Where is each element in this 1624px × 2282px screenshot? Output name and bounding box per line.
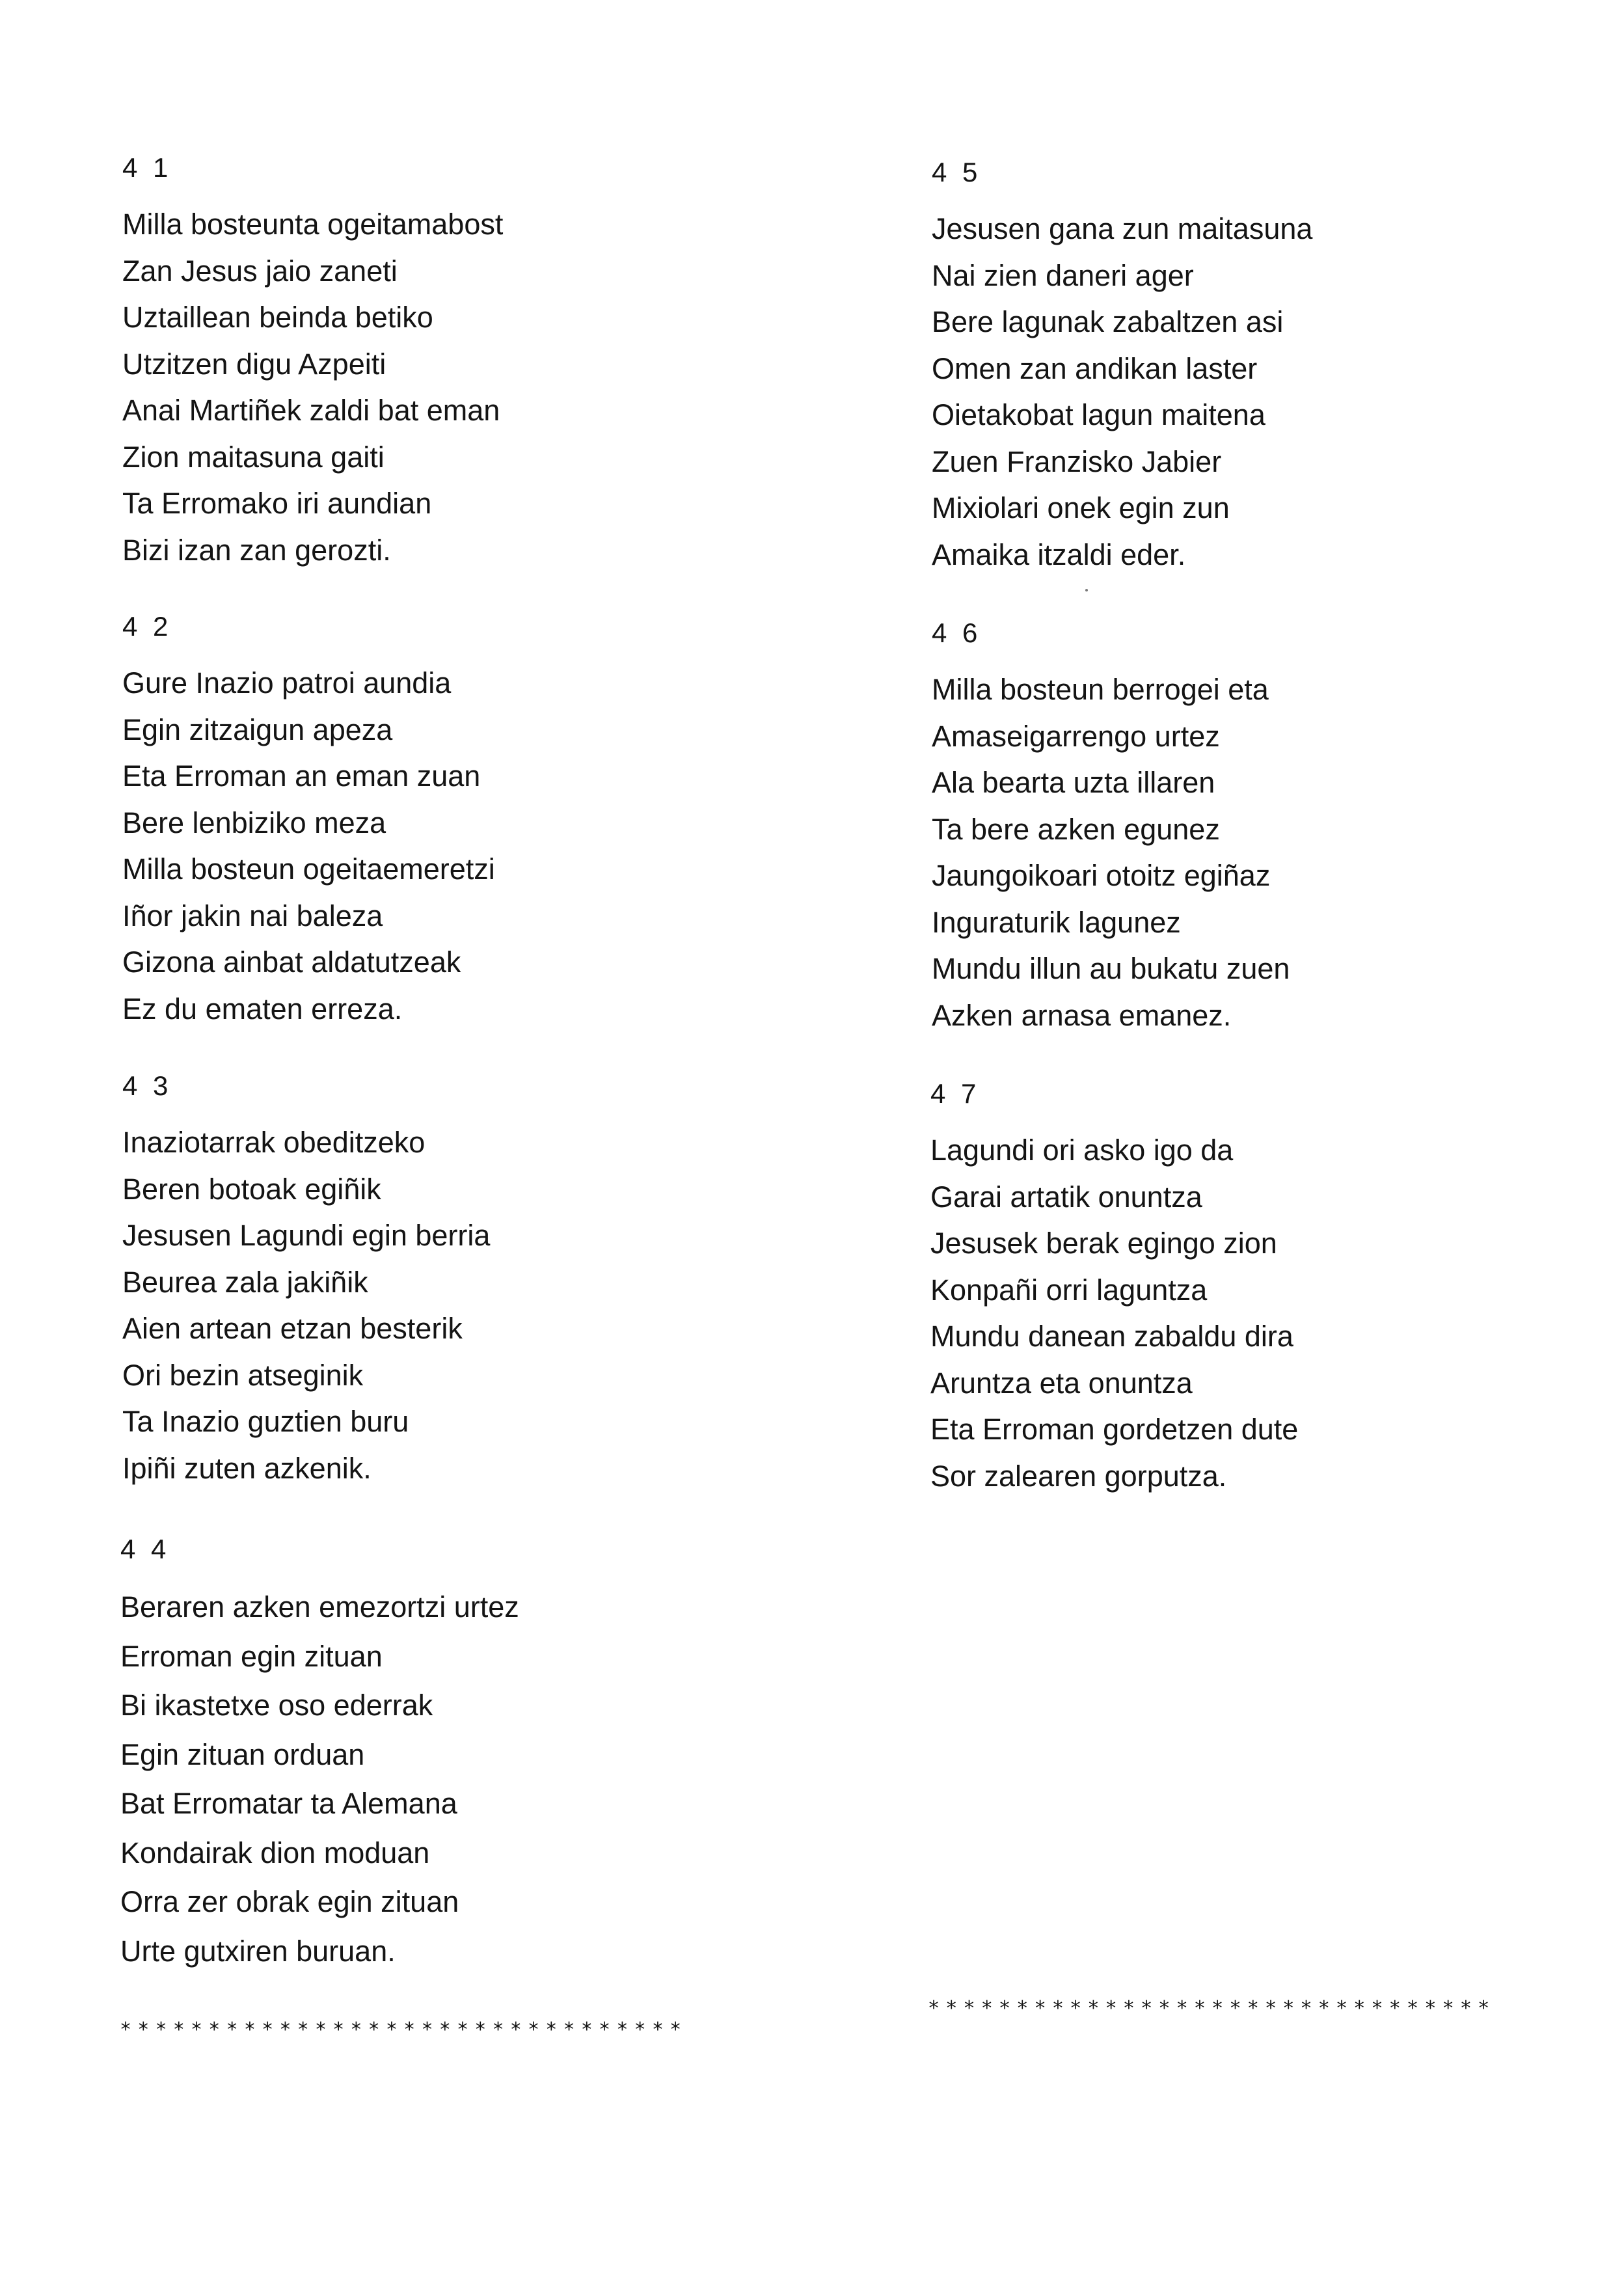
verse-line: Zuen Franzisko Jabier	[932, 444, 1222, 478]
separator-stars-left: ********************************	[120, 2018, 688, 2041]
verse-line: Urte gutxiren buruan.	[120, 1934, 396, 1968]
verse-43	[122, 1072, 773, 1491]
verse-46	[932, 619, 1582, 1039]
verse-line: Milla bosteun berrogei eta	[932, 673, 1269, 706]
verse-line: Jesusen gana zun maitasuna	[932, 212, 1313, 245]
verse-line: Gizona ainbat aldatutzeak	[122, 945, 461, 979]
verse-line: Mundu danean zabaldu dira	[930, 1320, 1293, 1353]
verse-number: 4 5	[932, 157, 982, 187]
verse-line: Ta Inazio guztien buru	[122, 1405, 409, 1438]
verse-line: Beurea zala jakiñik	[122, 1265, 368, 1299]
verse-line: Garai artatik onuntza	[930, 1180, 1202, 1214]
verse-45	[932, 159, 1582, 578]
verse-number: 4 7	[930, 1078, 981, 1109]
verse-line: Milla bosteunta ogeitamabost	[122, 208, 504, 241]
verse-line: Ori bezin atseginik	[122, 1358, 364, 1392]
verse-41	[122, 154, 773, 573]
verse-line: Bere lenbiziko meza	[122, 806, 386, 839]
verse-line: Jesusek berak egingo zion	[930, 1227, 1277, 1260]
verse-number: 4 1	[122, 152, 172, 183]
verse-47	[930, 1080, 1581, 1499]
verse-line: Milla bosteun ogeitaemeretzi	[122, 852, 495, 886]
verse-line: Bere lagunak zabaltzen asi	[932, 305, 1284, 338]
separator-stars-right: ********************************	[928, 1997, 1496, 2020]
verse-line: Beren botoak egiñik	[122, 1172, 381, 1206]
verse-line: Ta Erromako iri aundian	[122, 487, 432, 520]
verse-line: Gure Inazio patroi aundia	[122, 666, 452, 700]
verse-number: 4 2	[122, 611, 172, 642]
verse-line: Jesusen Lagundi egin berria	[122, 1219, 491, 1252]
verse-line: Eta Erroman gordetzen dute	[930, 1413, 1299, 1446]
verse-line: Amaseigarrengo urtez	[932, 719, 1220, 753]
verse-line: Azken arnasa emanez.	[932, 998, 1232, 1032]
verse-line: Zan Jesus jaio zaneti	[122, 254, 398, 288]
verse-line: Lagundi ori asko igo da	[930, 1134, 1234, 1167]
scan-speck	[1085, 589, 1088, 591]
verse-line: Ala bearta uzta illaren	[932, 766, 1215, 799]
verse-line: Konpañi orri laguntza	[930, 1273, 1208, 1307]
verse-line: Eta Erroman an eman zuan	[122, 759, 481, 793]
verse-line: Kondairak dion moduan	[120, 1836, 430, 1869]
verse-42	[122, 613, 773, 1032]
verse-line: Ipiñi zuten azkenik.	[122, 1451, 372, 1485]
verse-number: 4 4	[120, 1534, 170, 1564]
verse-line: Oietakobat lagun maitena	[932, 398, 1265, 431]
verse-line: Nai zien daneri ager	[932, 258, 1194, 292]
verse-line: Ez du ematen erreza.	[122, 992, 403, 1026]
verse-line: Orra zer obrak egin zituan	[120, 1885, 459, 1918]
verse-line: Inaziotarrak obeditzeko	[122, 1126, 426, 1159]
verse-number: 4 6	[932, 618, 982, 648]
verse-line: Uztaillean beinda betiko	[122, 301, 433, 334]
verse-line: Beraren azken emezortzi urtez	[120, 1590, 519, 1623]
verse-line: Aruntza eta onuntza	[930, 1366, 1193, 1400]
verse-line: Zion maitasuna gaiti	[122, 440, 385, 474]
verse-line: Ta bere azken egunez	[932, 812, 1220, 846]
verse-line: Bizi izan zan gerozti.	[122, 533, 391, 567]
verse-line: Mundu illun au bukatu zuen	[932, 952, 1290, 985]
verse-line: Egin zituan orduan	[120, 1737, 365, 1771]
verse-line: Sor zalearen gorputza.	[930, 1459, 1227, 1493]
verse-line: Jaungoikoari otoitz egiñaz	[932, 859, 1271, 892]
verse-line: Aien artean etzan besterik	[122, 1312, 463, 1345]
verse-44	[120, 1536, 771, 1976]
verse-line: Bat Erromatar ta Alemana	[120, 1787, 457, 1820]
verse-number: 4 3	[122, 1070, 172, 1101]
verse-line: Iñor jakin nai baleza	[122, 899, 383, 932]
verse-line: Omen zan andikan laster	[932, 351, 1258, 385]
verse-line: Inguraturik lagunez	[932, 905, 1181, 939]
verse-line: Anai Martiñek zaldi bat eman	[122, 394, 500, 427]
verse-line: Erroman egin zituan	[120, 1639, 383, 1673]
verse-line: Amaika itzaldi eder.	[932, 537, 1186, 571]
verse-line: Mixiolari onek egin zun	[932, 491, 1230, 524]
verse-line: Bi ikastetxe oso ederrak	[120, 1689, 433, 1722]
verse-line: Utzitzen digu Azpeiti	[122, 347, 386, 381]
verse-line: Egin zitzaigun apeza	[122, 713, 393, 746]
